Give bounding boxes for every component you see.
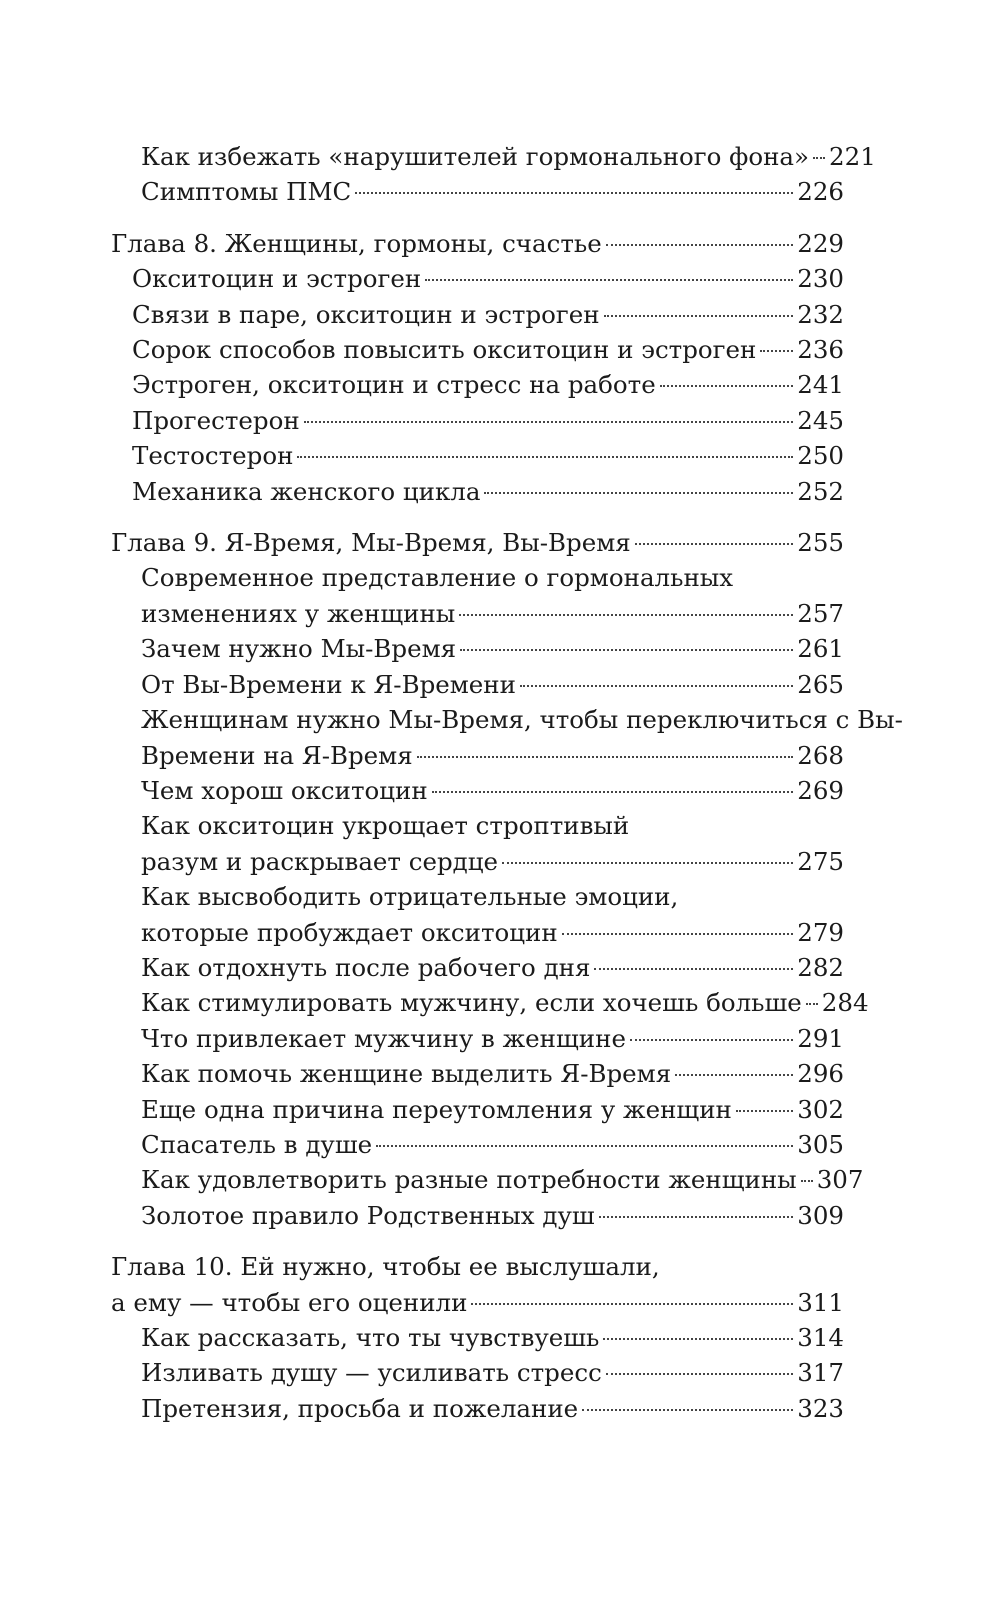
dot-leader (484, 492, 793, 494)
toc-section-entry[interactable] (111, 474, 844, 509)
toc-section-entry-line1[interactable] (111, 808, 844, 843)
toc-entry-title: Глава 8. Женщины, гормоны, счастье (111, 228, 602, 258)
table-of-contents (111, 139, 903, 1426)
toc-section-entry[interactable] (111, 174, 844, 209)
toc-page-number: 311 (797, 1287, 844, 1317)
toc-section-entry[interactable] (111, 332, 844, 367)
toc-entry-title: Сорок способов повысить окситоцин и эстроген (132, 335, 757, 365)
dot-leader (606, 244, 794, 246)
toc-page-number: 307 (816, 1165, 864, 1195)
toc-section-entry[interactable] (111, 1391, 844, 1426)
toc-entry-title: Изливать душу — усиливать стресс (141, 1358, 602, 1388)
toc-entry-title: Механика женского цикла (132, 476, 481, 506)
dot-leader (459, 614, 793, 616)
toc-section-entry[interactable] (111, 1021, 844, 1056)
toc-entry-title: Прогестерон (132, 405, 300, 435)
toc-section-entry[interactable] (111, 985, 869, 1020)
dot-leader (376, 1145, 793, 1147)
toc-entry-title: Симптомы ПМС (141, 177, 352, 207)
toc-page-number: 291 (797, 1023, 844, 1053)
dot-leader (675, 1074, 793, 1076)
toc-page-number: 296 (797, 1059, 844, 1089)
dot-leader (355, 192, 793, 194)
toc-entry-title: Как помочь женщине выделить Я-Время (141, 1059, 672, 1089)
toc-entry-title: Еще одна причина переутомления у женщин (141, 1094, 732, 1124)
dot-leader (813, 157, 825, 159)
toc-entry-title: Как окситоцин укрощает строптивый (141, 811, 630, 841)
toc-entry-title-continued: Времени на Я-Время (141, 740, 413, 770)
dot-leader (635, 543, 794, 545)
toc-page-number: 257 (797, 598, 844, 628)
toc-chapter-entry-line2[interactable] (111, 1285, 844, 1320)
toc-page-number: 236 (797, 335, 844, 365)
toc-entry-title: Эстроген, окситоцин и стресс на работе (132, 370, 656, 400)
toc-page-number: 314 (797, 1323, 844, 1352)
toc-section-entry[interactable] (111, 139, 876, 174)
toc-entry-title: Как отдохнуть после рабочего дня (141, 952, 591, 982)
toc-section-entry[interactable] (111, 1056, 844, 1091)
toc-entry-title: Современное представление о гормональных (141, 563, 734, 593)
dot-leader (599, 1216, 794, 1218)
toc-section-entry[interactable] (111, 1127, 844, 1162)
toc-entry-title: Претензия, просьба и пожелание (141, 1393, 579, 1423)
toc-entry-title: Как избежать «нарушителей гормонального фона» (141, 142, 810, 171)
toc-page-number: 269 (797, 775, 844, 805)
dot-leader (520, 685, 793, 687)
dot-leader (760, 350, 793, 352)
dot-leader (801, 1180, 813, 1182)
dot-leader (304, 421, 794, 423)
dot-leader (417, 756, 794, 758)
section-gap (111, 1233, 844, 1249)
toc-entry-title: Женщинам нужно Мы-Время, чтобы переключиться с Вы- (141, 705, 903, 735)
toc-section-entry[interactable] (111, 631, 844, 666)
toc-entry-title: Как стимулировать мужчину, если хочешь больше (141, 988, 802, 1018)
toc-section-entry-line1[interactable] (111, 702, 903, 737)
dot-leader (806, 1003, 818, 1005)
toc-chapter-entry[interactable] (111, 525, 844, 560)
toc-section-entry[interactable] (111, 1162, 864, 1197)
toc-page-number: 241 (797, 370, 844, 400)
toc-entry-title: Глава 10. Ей нужно, чтобы ее выслушали, (111, 1252, 660, 1282)
toc-page-number: 279 (797, 917, 844, 947)
section-gap (111, 509, 844, 525)
toc-entry-title: Чем хорош окситоцин (141, 775, 428, 805)
dot-leader (604, 315, 794, 317)
toc-section-entry-line2[interactable] (111, 738, 844, 773)
toc-page-number: 230 (797, 264, 844, 294)
toc-entry-title-continued: изменениях у женщины (141, 598, 456, 628)
toc-entry-title-continued: а ему — чтобы его оценили (111, 1287, 468, 1317)
toc-entry-title: Спасатель в душе (141, 1129, 373, 1159)
dot-leader (297, 456, 793, 458)
toc-section-entry-line2[interactable] (111, 844, 844, 879)
toc-section-entry[interactable] (111, 438, 844, 473)
toc-page-number: 232 (797, 299, 844, 329)
toc-entry-title: Как удовлетворить разные потребности женщины (141, 1165, 797, 1195)
toc-section-entry[interactable] (111, 1355, 844, 1390)
toc-page-number: 284 (821, 988, 869, 1018)
toc-page-number: 275 (797, 846, 844, 876)
toc-page-number: 245 (797, 405, 844, 435)
toc-page-number: 221 (829, 142, 876, 171)
toc-section-entry[interactable] (111, 367, 844, 402)
toc-section-entry-line1[interactable] (111, 560, 844, 595)
toc-entry-title: Золотое правило Родственных душ (141, 1200, 595, 1230)
toc-page-number: 252 (797, 476, 844, 506)
toc-entry-title-continued: которые пробуждает окситоцин (141, 917, 558, 947)
toc-page-number: 317 (797, 1358, 844, 1388)
dot-leader (606, 1373, 793, 1375)
toc-page-number: 309 (797, 1200, 844, 1230)
dot-leader (594, 968, 793, 970)
toc-entry-title-continued: разум и раскрывает сердце (141, 846, 499, 876)
toc-entry-title: Как высвободить отрицательные эмоции, (141, 882, 679, 912)
dot-leader (736, 1110, 793, 1112)
toc-section-entry[interactable] (111, 403, 844, 438)
dot-leader (471, 1303, 793, 1305)
dot-leader (582, 1409, 793, 1411)
toc-section-entry-line1[interactable] (111, 879, 844, 914)
toc-page-number: 261 (797, 634, 844, 664)
toc-page-number: 265 (797, 669, 844, 699)
toc-page-number: 229 (797, 228, 844, 258)
toc-page-number: 226 (797, 177, 844, 207)
toc-page-number: 268 (797, 740, 844, 770)
toc-entry-title: От Вы-Времени к Я-Времени (141, 669, 516, 699)
toc-entry-title: Что привлекает мужчину в женщине (141, 1023, 626, 1053)
toc-section-entry[interactable] (111, 773, 844, 808)
section-gap (111, 210, 844, 226)
toc-section-entry[interactable] (111, 950, 844, 985)
dot-leader (562, 933, 794, 935)
toc-section-entry[interactable] (111, 1198, 844, 1233)
toc-page-number: 323 (797, 1393, 844, 1423)
toc-page-number: 305 (797, 1129, 844, 1159)
toc-entry-title: Глава 9. Я-Время, Мы-Время, Вы-Время (111, 528, 631, 558)
toc-chapter-entry[interactable] (111, 226, 844, 261)
toc-section-entry-line2[interactable] (111, 915, 844, 950)
toc-page-number: 255 (797, 528, 844, 558)
toc-chapter-entry-line1[interactable] (111, 1249, 844, 1284)
toc-page-number: 302 (797, 1094, 844, 1124)
toc-page-number: 282 (797, 952, 844, 982)
dot-leader (425, 279, 793, 281)
toc-section-entry[interactable] (111, 667, 844, 702)
dot-leader (660, 385, 794, 387)
toc-entry-title: Как рассказать, что ты чувствуешь (141, 1323, 600, 1352)
toc-section-entry[interactable] (111, 1320, 844, 1355)
toc-entry-title: Окситоцин и эстроген (132, 264, 422, 294)
dot-leader (460, 649, 793, 651)
toc-section-entry[interactable] (111, 1092, 844, 1127)
toc-section-entry[interactable] (111, 297, 844, 332)
toc-page-number: 250 (797, 441, 844, 471)
toc-entry-title: Связи в паре, окситоцин и эстроген (132, 299, 600, 329)
dot-leader (502, 862, 793, 864)
toc-section-entry[interactable] (111, 261, 844, 296)
toc-entry-title: Зачем нужно Мы-Время (141, 634, 457, 664)
toc-entry-title: Тестостерон (132, 441, 294, 471)
dot-leader (432, 791, 794, 793)
dot-leader (603, 1338, 793, 1340)
dot-leader (630, 1039, 793, 1041)
toc-section-entry-line2[interactable] (111, 596, 844, 631)
